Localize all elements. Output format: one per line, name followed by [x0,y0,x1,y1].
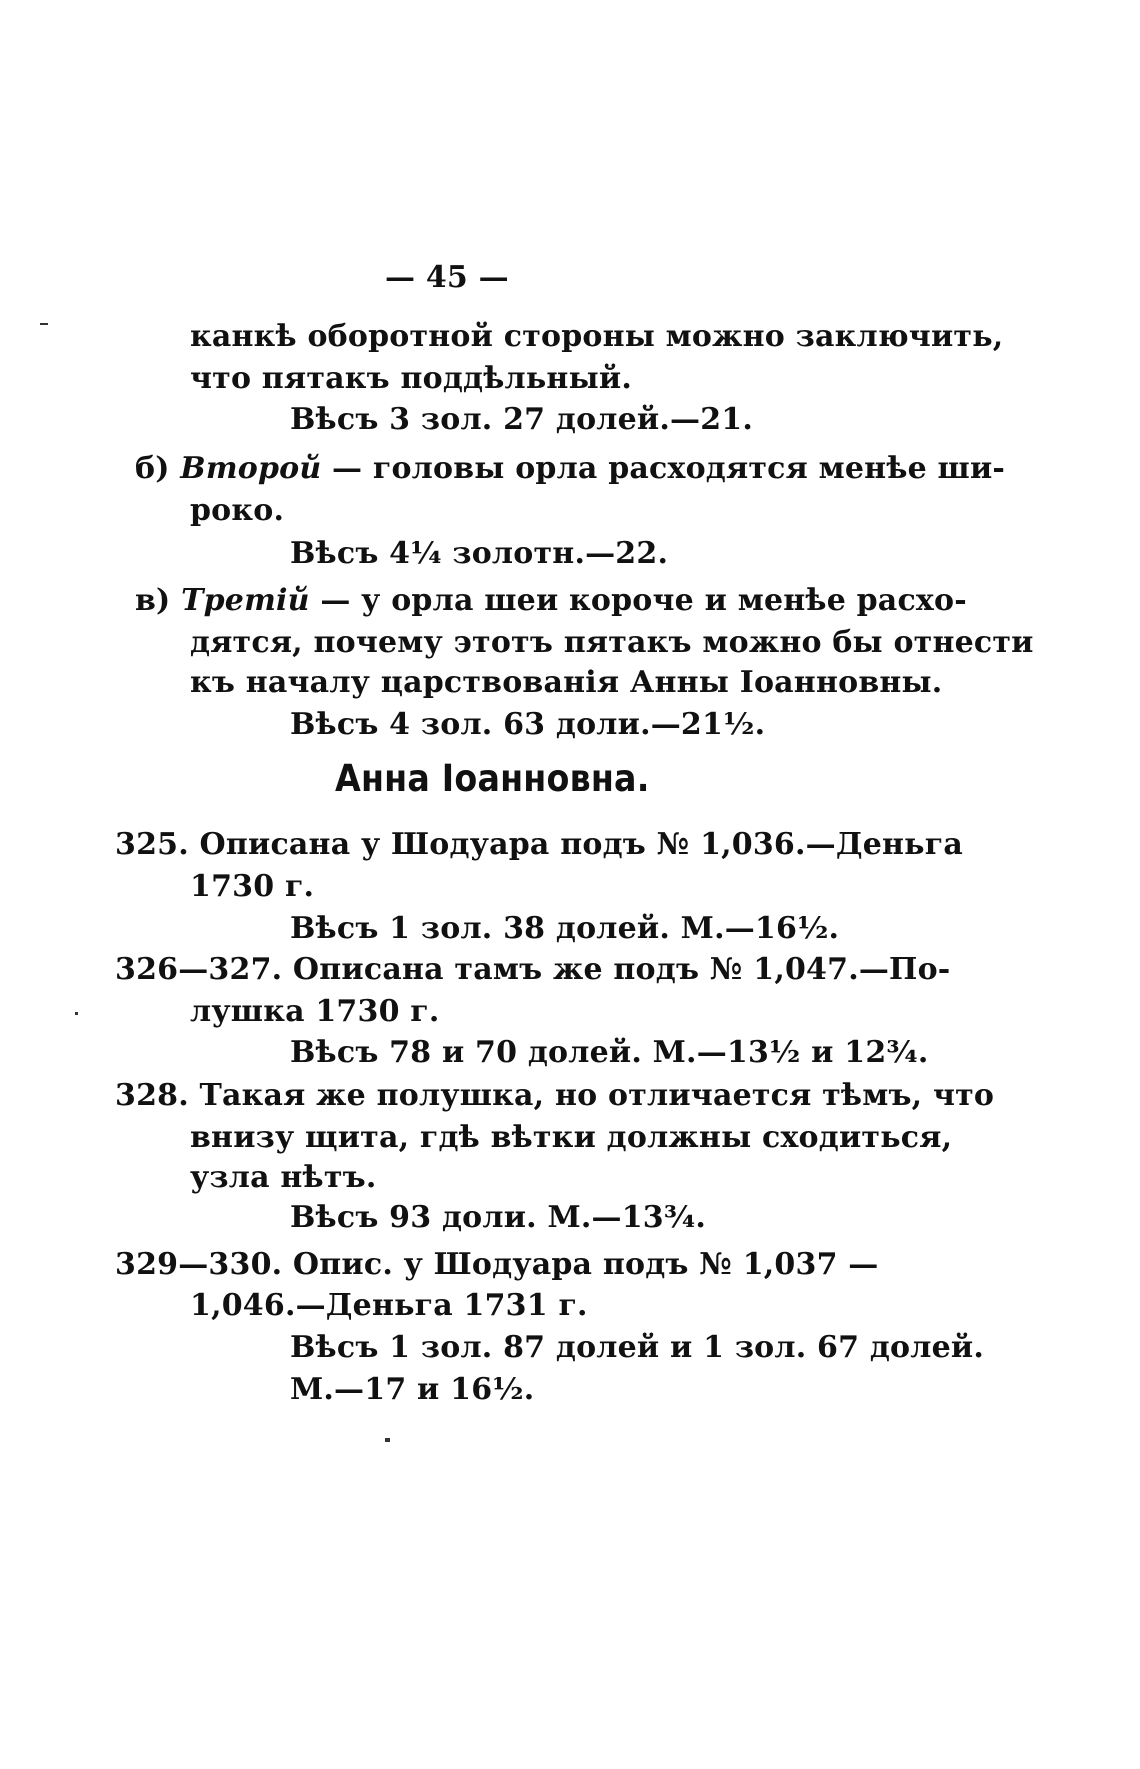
item-b-line-1 [135,451,1006,486]
section-heading: Анна Іоанновна. [335,757,650,800]
entry-328-line-1: 328. Такая же полушка, но отличается тѣмъ, что [115,1078,995,1113]
entry-326-327-line-1: 326—327. Описана тамъ же подъ № 1,047.—По- [115,952,951,987]
entry-329-330-line-1: 329—330. Опис. у Шодуара подъ № 1,037 — [115,1247,879,1282]
entry-329-330-weight-2: М.—17 и 16½. [290,1372,535,1407]
item-v-weight: Вѣсъ 4 зол. 63 доли.—21½. [290,707,766,742]
entry-325-line-1: 325. Описана у Шодуара подъ № 1,036.—Деньга [115,827,963,862]
entry-329-330-weight: Вѣсъ 1 зол. 87 долей и 1 зол. 67 долей. [290,1330,984,1365]
intro-line-2: что пятакъ поддѣльный. [190,361,632,396]
entry-326-327-line-2: лушка 1730 г. [190,994,440,1029]
entry-326-327-weight: Вѣсъ 78 и 70 долей. М.—13½ и 12¾. [290,1035,929,1070]
item-b-marker: б) [135,451,170,486]
item-b-term: Второй [180,451,322,486]
item-v-line-1 [135,583,967,618]
item-v-line-2: дятся, почему этотъ пятакъ можно бы отнести [190,625,1034,660]
page-number: — 45 — [385,260,509,295]
entry-328-line-3: узла нѣтъ. [190,1160,377,1195]
entry-328-weight: Вѣсъ 93 доли. М.—13¾. [290,1200,706,1235]
item-v-line-1-rest: — у орла шеи короче и менѣе расхо- [320,583,967,618]
item-v-term: Третій [181,583,310,618]
item-v-line-3: къ началу царствованія Анны Іоанновны. [190,665,943,700]
entry-329-330-line-2: 1,046.—Деньга 1731 г. [190,1288,588,1323]
scan-speck [385,1438,390,1442]
item-b-line-2: роко. [190,493,285,528]
entry-325-line-2: 1730 г. [190,869,315,904]
entry-328-line-2: внизу щита, гдѣ вѣтки должны сходиться, [190,1120,953,1155]
scan-speck [40,323,48,325]
item-v-marker: в) [135,583,171,618]
item-b-weight: Вѣсъ 4¼ золотн.—22. [290,536,669,571]
scan-speck [75,1012,78,1015]
intro-line-1: канкѣ оборотной стороны можно заключить, [190,319,1004,354]
intro-weight: Вѣсъ 3 зол. 27 долей.—21. [290,402,754,437]
item-b-line-1-rest: — головы орла расходятся менѣе ши- [332,451,1006,486]
entry-325-weight: Вѣсъ 1 зол. 38 долей. М.—16½. [290,911,840,946]
